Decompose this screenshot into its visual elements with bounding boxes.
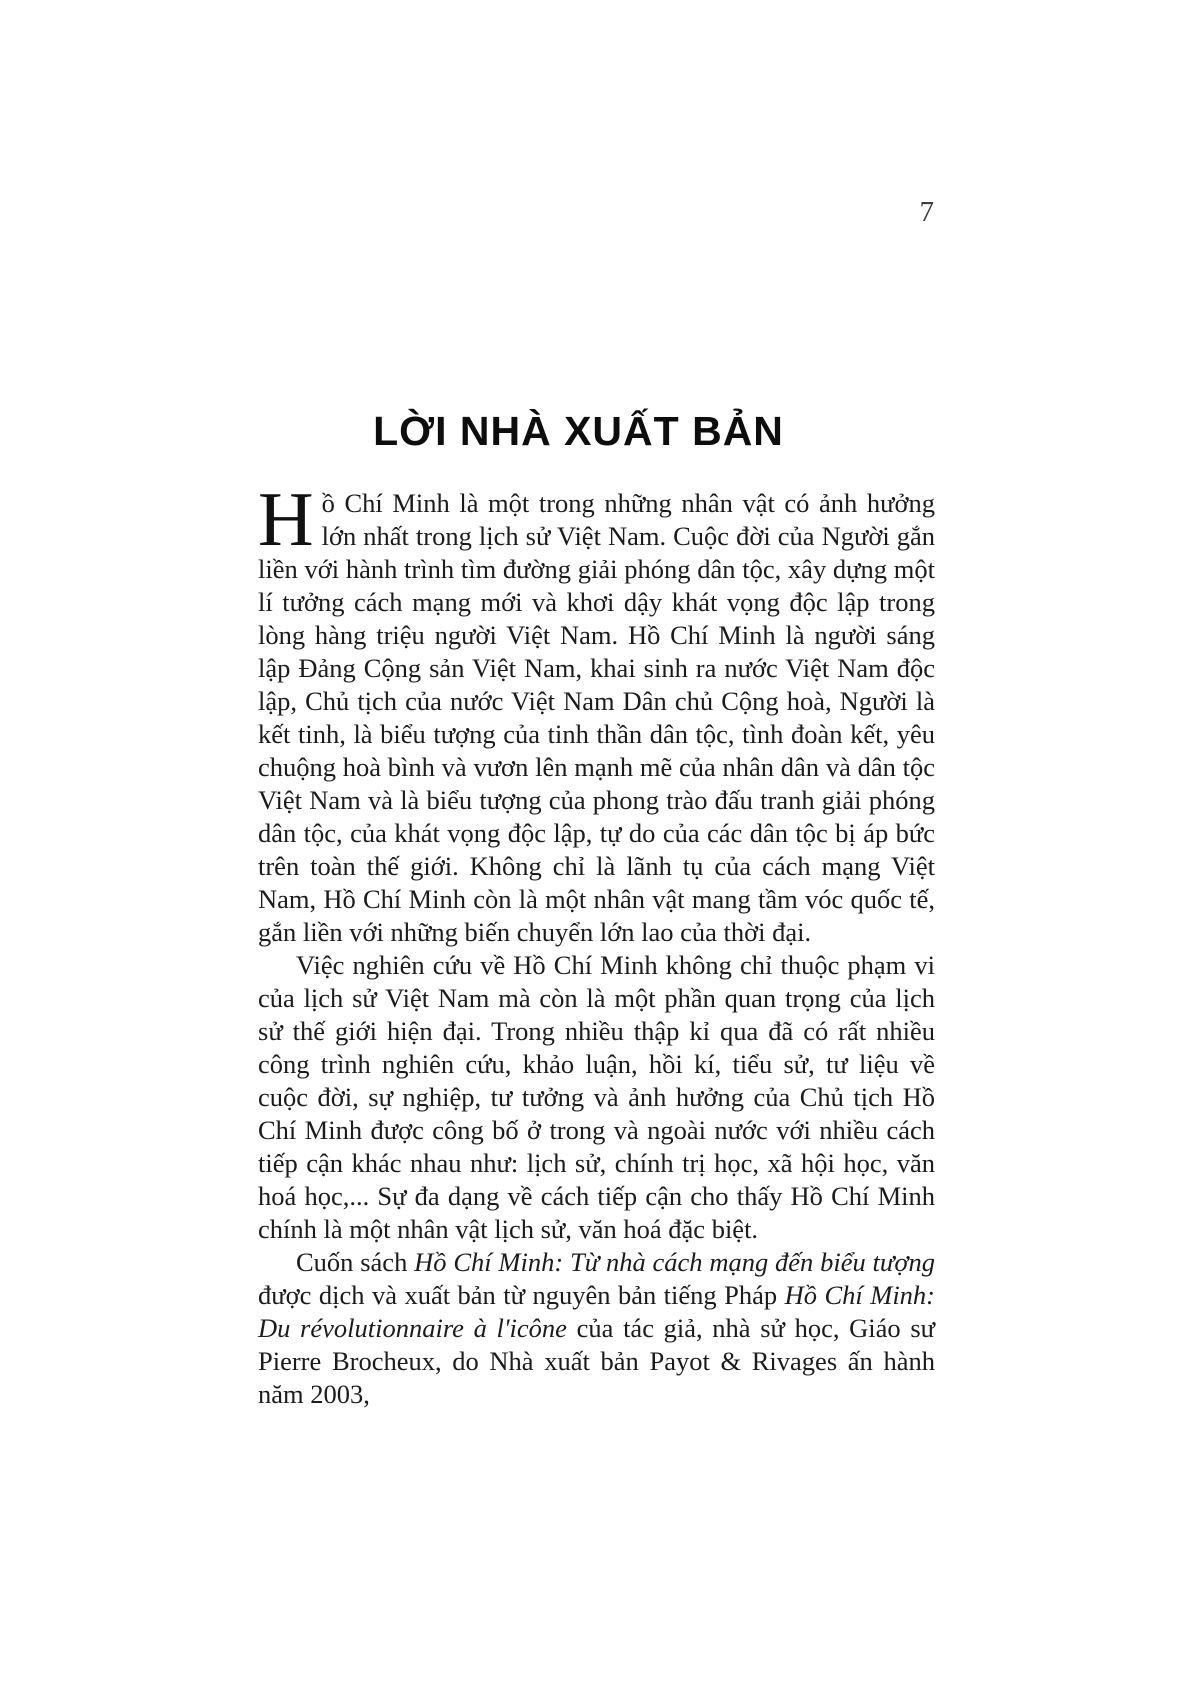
- page-number: 7: [919, 196, 935, 228]
- text-run: được dịch và xuất bản từ nguyên bản tiếng Pháp: [258, 1280, 785, 1310]
- paragraph: [258, 949, 935, 1246]
- paragraph: [258, 476, 935, 949]
- text-run: Việc nghiên cứu về Hồ Chí Minh không chỉ thuộc phạm vi của lịch sử Việt Nam mà còn là một phần quan trọng của lịch sử thế giới hiện đại. Trong nhiều thập kỉ qua đã có rất nhiều công trình nghiên cứu, khảo luận, hồi kí, tiểu sử, tư liệu về cuộc đời, sự nghiệp, tư tưởng và ảnh hưởng của Chủ tịch Hồ Chí Minh được công bố ở trong và ngoài nước với nhiều cách tiếp cận khác nhau như: lịch sử, chính trị học, xã hội học, văn hoá học,... Sự đa dạng về cách tiếp cận cho thấy Hồ Chí Minh chính là một nhân vật lịch sử, văn hoá đặc biệt.: [258, 950, 935, 1244]
- text-run: ồ Chí Minh là một trong những nhân vật có ảnh hưởng lớn nhất trong lịch sử Việt Nam. Cuộc đời của Người gắn liền với hành trình tìm đường giải phóng dân tộc, xây dựng một lí tưởng cách mạng mới và khơi dậy khát vọng độc lập trong lòng hàng triệu người Việt Nam. Hồ Chí Minh là người sáng lập Đảng Cộng sản Việt Nam, khai sinh ra nước Việt Nam độc lập, Chủ tịch của nước Việt Nam Dân chủ Cộng hoà, Người là kết tinh, là biểu tượng của tinh thần dân tộc, tình đoàn kết, yêu chuộng hoà bình và vươn lên mạnh mẽ của nhân dân và dân tộc Việt Nam và là biểu tượng của phong trào đấu tranh giải phóng dân tộc, của khát vọng độc lập, tự do của các dân tộc bị áp bức trên toàn thế giới. Không chỉ là lãnh tụ của cách mạng Việt Nam, Hồ Chí Minh còn là một nhân vật mang tầm vóc quốc tế, gắn liền với những biến chuyển lớn lao của thời đại.: [258, 488, 935, 947]
- italic-text-run: Hồ Chí Minh: Từ nhà cách mạng đến biểu tượng: [414, 1247, 935, 1277]
- body-text: [258, 476, 936, 1411]
- italic-text-run: Hồ Chí Minh: Du révolutionnaire à l'icône: [258, 1280, 936, 1343]
- drop-cap: H: [258, 476, 314, 562]
- paragraph: [258, 1246, 935, 1411]
- text-run: Cuốn sách: [296, 1247, 415, 1277]
- text-run: của tác giả, nhà sử học, Giáo sư Pierre Brocheux, do Nhà xuất bản Payot & Rivages ấn hành năm 2003,: [258, 1313, 935, 1409]
- page-title: LỜI NHÀ XUẤT BẢN: [373, 408, 784, 455]
